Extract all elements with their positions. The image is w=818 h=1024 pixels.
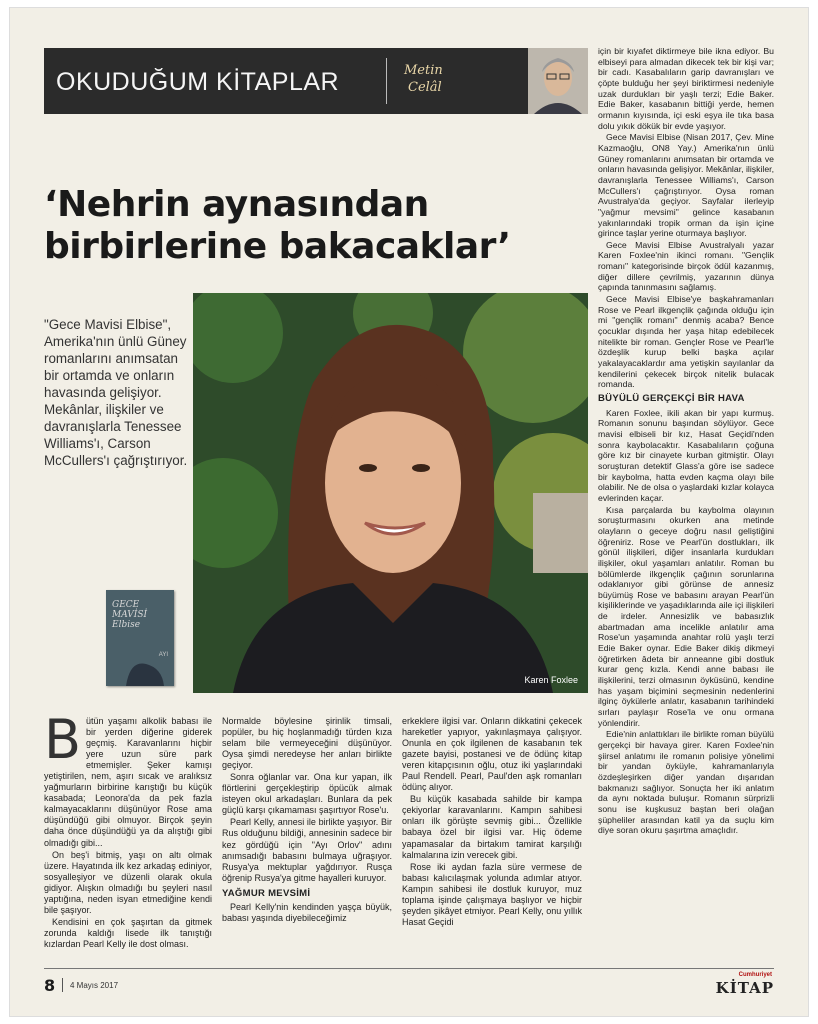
subheading-magical-realism: BÜYÜLÜ GERÇEKÇİ BİR HAVA [598, 393, 745, 404]
footer-rule [44, 968, 774, 969]
paragraph: On beş'i bitmiş, yaşı on altı olmak üzere. Hayatında ilk kez arkadaş ediniyor, sosyalleşiyor ve düzenli olarak okula gidiyor. Alışkın olmadığı bu şeyleri nasıl yaptığına, neden isyan etmediğine kendi bile şaşıyor. [44, 849, 212, 915]
headline-line-2: birbirlerine bakacaklar’ [44, 226, 511, 267]
drop-cap: B [44, 708, 82, 771]
paragraph: Kendisini en çok şaşırtan da gitmek zorunda kaldığı lisede ilk tanıştığı kızlardan Pearl Kelly ile dost olması. [44, 916, 212, 949]
paragraph: Bu küçük kasabada sahilde bir kampa çekiyorlar karavanlarını. Kampın sahibesi onları ilk görüşte sevmiş gibi... Özellikle babaya özel bir ilgisi var. Hiç ödeme yapamasalar da birtakım tamirat karşılığı kalmalarına izin verecek gibi. [402, 794, 582, 860]
headline-line-1: ‘Nehrin aynasından [44, 184, 429, 225]
article-column-4 [598, 46, 774, 837]
paragraph: Pearl Kelly, annesi ile birlikte yaşıyor. Bir Rus olduğunu bildiği, annesinin sadece bir kez gördüğü için "Ayı Orlov" adını anımsadığı babasını bulmaya uğraşıyor. Rusya'ya mektuplar yağdırıyor. Rusça öğrenip Rusya'ya gitme hayalleri kuruyor. [222, 817, 392, 883]
issue-date: 4 Mayıs 2017 [70, 981, 119, 990]
book-cover-art-icon [106, 590, 174, 686]
paragraph: Gece Mavisi Elbise (Nisan 2017, Çev. Mine Kazmaoğlu, ON8 Yay.) Amerika'nın ünlü Güney romanlarını anımsatan bir ortamda ve onların havasında gelişiyor. Mekânlar, ilişkiler, davranışlarla Tenessee Williams'ı, Carson McCullers'ı çağrıştırıyor. Oysa roman Avustralya'da geçiyor. Sayfalar ilerleyip "yağmur mevsimi" gelince kasabanın yakınlarındaki tropik orman da işin içine girince taşlar yerine oturmaya başlıyor. [598, 132, 774, 239]
article-column-1 [44, 708, 212, 951]
columnist-name [404, 62, 443, 96]
section-title: OKUDUĞUM KİTAPLAR [56, 68, 340, 96]
pull-quote: "Gece Mavisi Elbise", Amerika'nın ünlü Güney romanlarını anımsatan bir ortamda ve onların havasında gelişiyor. Mekânlar, ilişkiler ve davranışlarla Tenessee Williams'ı, Carson McCullers'ı çağrıştırıyor. [44, 317, 188, 468]
article-headline [44, 184, 584, 268]
banner-divider [386, 58, 387, 104]
paragraph: Pearl Kelly'nin kendinden yaşça büyük, babası yaşında diyebileceğimiz [222, 901, 392, 923]
paragraph: Rose iki aydan fazla süre vermese de babası kalıcılaşmak yolunda adımlar atıyor. Kampın sahibesi ile dostluk kuruyor, muz toplama işinde çalışmaya başlıyor ve hiçbir şeyden şikâyet etmiyor. Pearl Kelly, onu yıllık Hasat Geçidi [402, 861, 582, 927]
article-column-3 [402, 716, 582, 929]
paragraph: Normalde böylesine şirinlik timsali, popüler, bu hiç hoşlanmadığı türden kıza selam bile vermeyeceğini düşünüyor. Oysa şimdi neredeyse her anları birlikte geçiyor. [222, 716, 392, 771]
columnist-first-name: Metin [404, 63, 443, 78]
paragraph: Gece Mavisi Elbise Avustralyalı yazar Karen Foxlee'nin ikinci romanı. "Gençlik romanı" kategorisinde birçok ödül kazanmış, diğer dillere çevrilmiş, yazarının dünya çapında tanınmasını sağlamış. [598, 239, 774, 293]
paragraph: Bütün yaşamı alkolik babası ile bir yerden diğerine giderek geçmiş. Karavanlarını hiçbir yere uzun süre park etmemişler. Şeker kamışı yetiştirilen, nem, aşırı sıcak ve aralıksız yağmurların birbirine karıştığı bu küçük kasabada; Leonora'da da pek fazla kalmayacaklarını düşünüyor Rose ama düşündüğü gibi olmuyor. Birçok şeyin daha önce düşündüğü ya da alıştığı gibi olmadığı gibi... [44, 708, 212, 848]
author-photo-icon [193, 293, 588, 693]
photo-caption: Karen Foxlee [524, 675, 578, 685]
book-cover-title: GECE MAVİSİ Elbise [112, 600, 148, 630]
subheading-rainy-season: YAĞMUR MEVSİMİ [222, 887, 311, 899]
paragraph: için bir kıyafet diktirmeye bile ikna ediyor. Bu elbiseyi para almadan dikecek tek bir kişi var; bir cadı. Kasabalıların garip davranışları ve çöpte bulduğu her şeyi biriktirmesi nedeniyle uzak durdukları bir yaşlı terzi; Edie Baker. Edie Baker, kasabanın bittiği yerde, hemen ormanın kıyısında, içi eski eşya ile tıka basa dolu yıkık dökük bir evde yaşıyor. [598, 46, 774, 131]
paragraph: Sonra oğlanlar var. Ona kur yapan, ilk flörtlerini gerçekleştirip öpücük almak isteyen okul arkadaşları. Bunlara da pek güçlü karşı çıkamaması şaşırtıyor Rose'u. [222, 772, 392, 816]
paragraph: erkeklere ilgisi var. Onların dikkatini çekecek hareketler yapıyor, yakınlaşmaya çalışıyor. Onunla en çok ilgilenen de kasabanın tek gazete bayisi, postanesi ve de ödünç kitap veren kitapçısının oğlu, otuz iki yaşlarındaki Paul Rendell. Pearl, Paul'den aşk romanları ödünç alıyor. [402, 716, 582, 793]
columnist-last-name: Celâl [408, 80, 442, 95]
paragraph: Kısa parçalarda bu kaybolma olayının soruşturmasını okurken ana metinde olayların o geceye doğru nasıl geliştiğini öğreniriz. Rose ve Pearl'ün dostlukları, ilk gönül ilişkileri, diğer insanlarla kurdukları ilişkiler, okul yaşamları anlatılır. Roman bu bölümlerde ilkgençlik çağının sorunlarına odaklanıyor gibi görünse de annesiz büyümüş Rose ve babasını arayan Pearl'ün kişiliklerinde ve yaşadıklarında aile içi ilişkileri de irdeler. Annesizlik ve babasızlık abartmadan ama incelikle anlatılır ama Rose'un yaşamında anahtar rolü yaşlı terzi Edie Baker oynar. Edie Baker dikiş dikmeyi öğretirken âdeta bir anneanne gibi dostluk kurar genç kızla. Kendi anne babası ile ilişkilerini, terzi olmasının öyküsünü, kendine has yaşam biçimini seçmesinin nedenlerini ilginç öykülerle anlatır, kasabanın tarihindeki sırları paylaşır Rose'la ve onu ormana yönlendirir. [598, 504, 774, 728]
paragraph: Gece Mavisi Elbise'ye başkahramanları Rose ve Pearl ilkgençlik çağında olduğu için mi "gençlik romanı" denmiş acaba? Bence çocuklar dışında her yaşa hitap edebilecek nitelikte bir roman. Gençler Rose ve Pearl'le özdeşlik kurup belki başka açılar yakalayacaklardır ama yetişkin sayılanlar da kendilerini çekecek birçok nitelik bulacak romanda. [598, 294, 774, 390]
newspaper-page [10, 8, 808, 1016]
footer-divider [62, 978, 63, 992]
article-column-2 [222, 716, 392, 925]
paragraph: Edie'nin anlattıkları ile birlikte roman büyülü gerçekçi bir havaya girer. Karen Foxlee'nin şiirsel anlatımı ile romanın polisiye yönelimi bir yandan öyküyle, kahramanlarıyla özdeşleşirken diğer yandan dışarıdan bakmanızı sağlıyor. Sonuçta her iki anlatım da aynı noktada buluşur. Romanın sürprizli sonu ise kuşkusuz baştan beri olağan şüpheliler arasından katil ya da suçlu kim diye soran okuru şaşırtma amaçlıdır. [598, 729, 774, 836]
columnist-portrait-icon [528, 48, 588, 114]
publisher-name: Cumhuriyet [738, 972, 772, 978]
paragraph: Karen Foxlee, ikili akan bir yapı kurmuş. Romanın sonunu başından söylüyor. Gece mavisi elbiseli bir kız, Hasat Geçidi'nden sonra kaybolacaktır. Kasabalıların çoğuna göre kız bir cinayete kurban gitmiştir. Olayı soruşturan detektif Glass'a göre ise sadece bir kaybolma, hatta evden kaçma olayı bile olabilir. Ne de olsa o yaşlardaki kızlar kolayca evlerinden kaçar. [598, 407, 774, 503]
columnist-portrait [528, 48, 588, 114]
section-banner [44, 48, 530, 114]
book-cover-author: AYI [158, 652, 168, 658]
book-cover [106, 590, 174, 686]
supplement-logo: KİTAP [715, 979, 774, 997]
author-photo [193, 293, 588, 693]
page-number: 8 [44, 976, 56, 995]
